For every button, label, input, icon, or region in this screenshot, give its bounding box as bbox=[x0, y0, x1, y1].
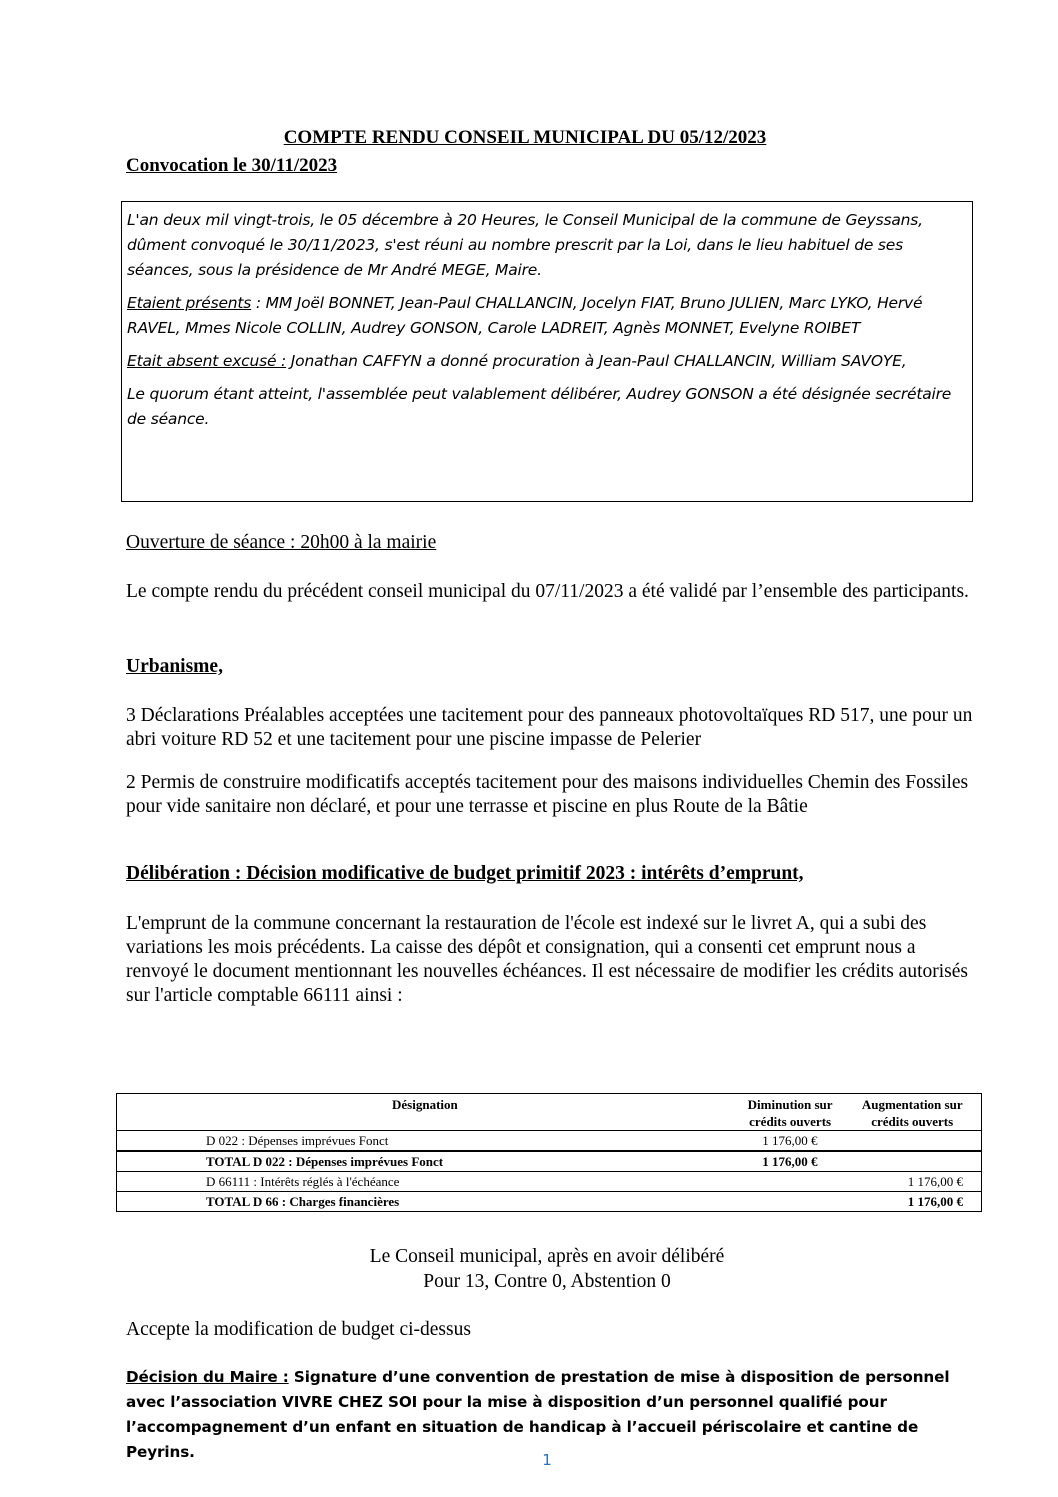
session-opening: Ouverture de séance : 20h00 à la mairie bbox=[126, 532, 437, 553]
attendance-box bbox=[121, 201, 973, 502]
present-paragraph bbox=[127, 291, 967, 341]
designation-cell: D 022 : Dépenses imprévues Fonct bbox=[117, 1131, 737, 1152]
mayor-decision-label: Décision du Maire : bbox=[126, 1368, 289, 1386]
diminution-cell: 1 176,00 € bbox=[737, 1131, 844, 1152]
urbanisme-paragraph-2: 2 Permis de construire modificatifs acceptés tacitement pour des maisons individuelles Chemin des Fossiles pour vide sanitaire non déclaré, et pour une terrasse et piscine en plus Route de la Bâtie bbox=[126, 772, 969, 817]
mayor-decision bbox=[126, 1365, 976, 1465]
deliberation-text: L'emprunt de la commune concernant la restauration de l'école est indexé sur le livret A, qui a subi des variations les mois précédents. La caisse des dépôt et consignation, qui a consenti cet emprunt nous a renvoyé le document mentionnant les nouvelles échéances. Il est nécessaire de modifier les crédits autorisés sur l'article comptable 66111 ainsi : bbox=[126, 913, 968, 1006]
vote-line-2: Pour 13, Contre 0, Abstention 0 bbox=[423, 1271, 671, 1292]
urbanisme-heading: Urbanisme, bbox=[126, 656, 223, 677]
present-list: : MM Joël BONNET, Jean-Paul CHALLANCIN, Jocelyn FIAT, Bruno JULIEN, Marc LYKO, Hervé RAVEL, Mmes Nicole COLLIN, Audrey GONSON, Carole LADREIT, Agnès MONNET, Evelyne ROIBET bbox=[127, 294, 923, 337]
header-diminution: Diminution sur crédits ouverts bbox=[747, 1097, 833, 1129]
table-row bbox=[117, 1151, 982, 1172]
augmentation-cell bbox=[843, 1151, 981, 1172]
table-row bbox=[117, 1131, 982, 1152]
urbanisme-paragraph-1: 3 Déclarations Préalables acceptées une tacitement pour des panneaux photovoltaïques RD 517, une pour un abri voiture RD 52 et une tacitement pour une piscine impasse de Pelerier bbox=[126, 705, 973, 750]
designation-cell: TOTAL D 022 : Dépenses imprévues Fonct bbox=[117, 1151, 737, 1172]
previous-minutes-approval: Le compte rendu du précédent conseil municipal du 07/11/2023 a été validé par l’ensemble des participants. bbox=[126, 581, 969, 602]
diminution-cell bbox=[737, 1172, 844, 1192]
vote-line-1: Le Conseil municipal, après en avoir délibéré bbox=[369, 1246, 725, 1267]
deliberation-heading: Délibération : Décision modificative de budget primitif 2023 : intérêts d’emprunt, bbox=[126, 863, 804, 884]
page-title: COMPTE RENDU CONSEIL MUNICIPAL DU 05/12/2023 bbox=[283, 127, 767, 148]
absent-paragraph bbox=[127, 349, 967, 374]
designation-cell: TOTAL D 66 : Charges financières bbox=[117, 1192, 737, 1212]
intro-paragraph: L'an deux mil vingt-trois, le 05 décembre à 20 Heures, le Conseil Municipal de la commune de Geyssans, dûment convoqué le 30/11/2023, s'est réuni au nombre prescrit par la Loi, dans le lieu habituel de ses séances, sous la présidence de Mr André MEGE, Maire. bbox=[127, 211, 923, 279]
augmentation-cell: 1 176,00 € bbox=[843, 1192, 981, 1212]
present-label: Etaient présents bbox=[127, 294, 252, 312]
table-row bbox=[117, 1192, 982, 1212]
header-augmentation: Augmentation sur crédits ouverts bbox=[861, 1097, 963, 1129]
designation-cell: D 66111 : Intérêts réglés à l'échéance bbox=[117, 1172, 737, 1192]
page-number: 1 bbox=[542, 1451, 552, 1469]
table-row bbox=[117, 1172, 982, 1192]
augmentation-cell bbox=[843, 1131, 981, 1152]
vote-block bbox=[0, 1244, 1058, 1294]
convocation-date: Convocation le 30/11/2023 bbox=[126, 155, 338, 176]
absent-label: Etait absent excusé : bbox=[127, 352, 287, 370]
acceptance-statement: Accepte la modification de budget ci-dessus bbox=[126, 1319, 471, 1340]
budget-table bbox=[116, 1093, 982, 1212]
absent-list: Jonathan CAFFYN a donné procuration à Jean-Paul CHALLANCIN, William SAVOYE, bbox=[286, 352, 907, 370]
mayor-decision-text: Signature d’une convention de prestation de mise à disposition de personnel avec l’association VIVRE CHEZ SOI pour la mise à disposition d’un personnel qualifié pour l’accompagnement d’un enfant en situation de handicap à l’accueil périscolaire et cantine de Peyrins. bbox=[126, 1368, 950, 1461]
header-designation: Désignation bbox=[392, 1097, 458, 1112]
diminution-cell bbox=[737, 1192, 844, 1212]
quorum-paragraph: Le quorum étant atteint, l'assemblée peut valablement délibérer, Audrey GONSON a été désignée secrétaire de séance. bbox=[127, 385, 952, 428]
diminution-cell: 1 176,00 € bbox=[737, 1151, 844, 1172]
augmentation-cell: 1 176,00 € bbox=[843, 1172, 981, 1192]
table-header-row bbox=[117, 1094, 982, 1131]
